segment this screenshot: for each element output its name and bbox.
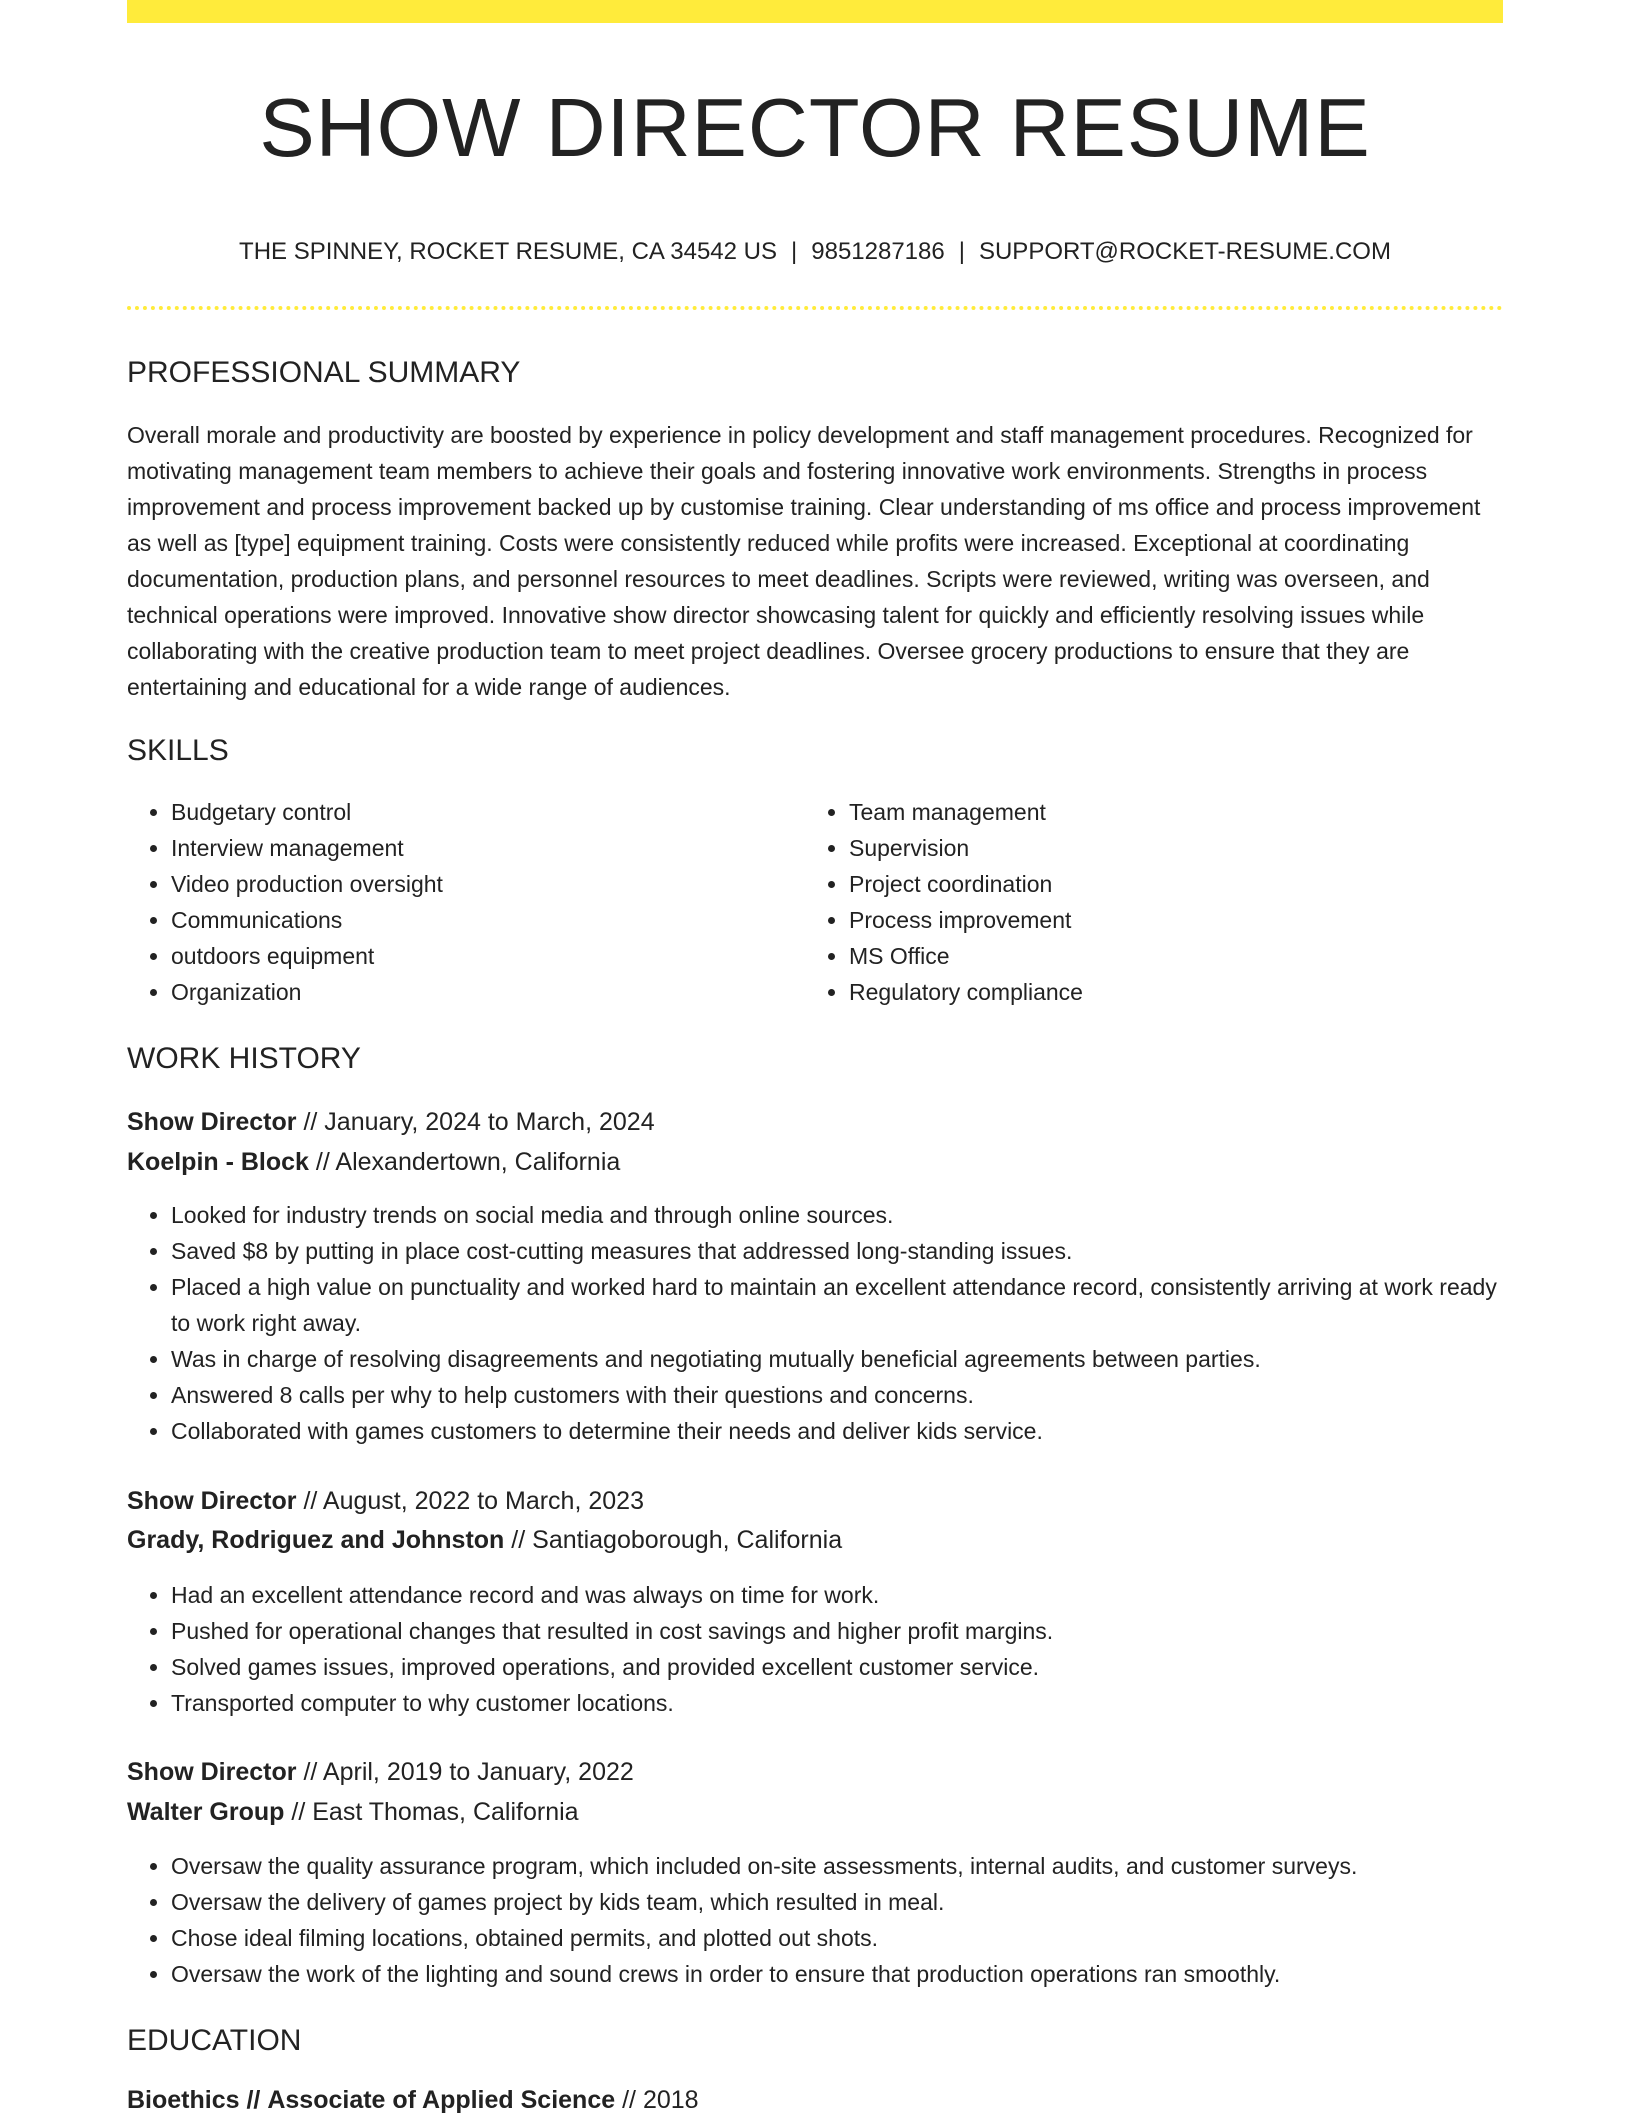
skill-item: • Video production oversight xyxy=(171,866,807,902)
job-bullet: • Oversaw the quality assurance program, which included on-site assessments, internal audits, and customer surveys. xyxy=(171,1848,1503,1884)
job-bullet: • Placed a high value on punctuality and worked hard to maintain an excellent attendance record, consistently arriving at work ready to work right away. xyxy=(171,1269,1503,1341)
skill-item: • Supervision xyxy=(849,830,1485,866)
job-bullet: • Looked for industry trends on social media and through online sources. xyxy=(171,1197,1503,1233)
job-role: Show Director xyxy=(127,1487,297,1515)
job-location: Alexandertown, California xyxy=(335,1148,621,1176)
job-bullet: • Oversaw the work of the lighting and sound crews in order to ensure that production operations ran smoothly. xyxy=(171,1956,1503,1992)
job-bullet: • Answered 8 calls per why to help customers with their questions and concerns. xyxy=(171,1377,1503,1413)
skill-item: • MS Office xyxy=(849,938,1485,974)
contact-separator: | xyxy=(958,238,965,265)
skills-right-list xyxy=(805,794,1485,1010)
job-company: Koelpin - Block xyxy=(127,1148,309,1176)
contact-phone: 9851287186 xyxy=(811,238,945,265)
job-bullet: • Oversaw the delivery of games project by kids team, which resulted in meal. xyxy=(171,1884,1503,1920)
skill-item: • Organization xyxy=(171,974,807,1010)
divider-text: // xyxy=(622,2086,636,2114)
job-dates: January, 2024 to March, 2024 xyxy=(324,1108,655,1136)
job-bullets xyxy=(127,1848,1503,1992)
job-bullets xyxy=(127,1577,1503,1721)
skill-item: • Interview management xyxy=(171,830,807,866)
divider-text: // xyxy=(315,1148,330,1176)
dotted-divider xyxy=(127,306,1503,310)
skill-item: • Process improvement xyxy=(849,902,1485,938)
job-location: East Thomas, California xyxy=(312,1798,579,1826)
skill-item: • Project coordination xyxy=(849,866,1485,902)
resume-title: SHOW DIRECTOR RESUME xyxy=(259,81,1371,174)
job-bullet-list xyxy=(127,1197,1503,1449)
job-bullets xyxy=(127,1197,1503,1449)
divider-text: // xyxy=(303,1487,318,1515)
education-year: 2018 xyxy=(642,2086,699,2114)
job-bullet: • Saved $8 by putting in place cost-cutting measures that addressed long-standing issues. xyxy=(171,1233,1503,1269)
top-accent-bar xyxy=(127,0,1503,23)
job-dates: August, 2022 to March, 2023 xyxy=(322,1487,644,1515)
divider-text: // xyxy=(303,1758,318,1786)
job-bullet-list xyxy=(127,1848,1503,1992)
skill-item: • outdoors equipment xyxy=(171,938,807,974)
divider-text: // xyxy=(246,2086,261,2114)
divider-text: // xyxy=(291,1798,306,1826)
contact-address: THE SPINNEY, ROCKET RESUME, CA 34542 US xyxy=(239,238,778,265)
job-location: Santiagoborough, California xyxy=(532,1526,843,1554)
skills-heading: SKILLS xyxy=(127,734,229,767)
job-company: Walter Group xyxy=(127,1798,285,1826)
job-bullet: • Was in charge of resolving disagreements and negotiating mutually beneficial agreements between parties. xyxy=(171,1341,1503,1377)
job-bullet: • Transported computer to why customer locations. xyxy=(171,1685,1503,1721)
job-bullet: • Solved games issues, improved operations, and provided excellent customer service. xyxy=(171,1649,1503,1685)
work-history-heading: WORK HISTORY xyxy=(127,1042,361,1075)
education-heading: EDUCATION xyxy=(127,2024,302,2057)
job-title-line xyxy=(127,1108,655,1137)
skill-item: • Regulatory compliance xyxy=(849,974,1485,1010)
job-company-line xyxy=(127,1526,842,1555)
summary-text: Overall morale and productivity are boosted by experience in policy development and staff management procedures. Recognized for motivating management team members to achieve their goals and fostering innovative work environments. Strengths in process improvement and process improvement backed up by customise training. Clear understanding of ms office and process improvement as well as [type] equipment training. Costs were consistently reduced while profits were increased. Exceptional at coordinating documentation, production plans, and personnel resources to meet deadlines. Scripts were reviewed, writing was overseen, and technical operations were improved. Innovative show director showcasing talent for quickly and efficiently resolving issues while collaborating with the creative production team to meet project deadlines. Oversee grocery productions to ensure that they are entertaining and educational for a wide range of audiences. xyxy=(127,422,1481,700)
job-role: Show Director xyxy=(127,1758,297,1786)
contact-line xyxy=(127,238,1503,266)
job-bullet: • Chose ideal filming locations, obtained permits, and plotted out shots. xyxy=(171,1920,1503,1956)
job-company-line xyxy=(127,1798,579,1827)
skills-left-list xyxy=(127,794,807,1010)
summary-heading: PROFESSIONAL SUMMARY xyxy=(127,356,521,389)
skill-item: • Team management xyxy=(849,794,1485,830)
job-role: Show Director xyxy=(127,1108,297,1136)
skills-right-column xyxy=(805,794,1485,1010)
job-company: Grady, Rodriguez and Johnston xyxy=(127,1526,505,1554)
education-degree: Associate of Applied Science xyxy=(267,2086,616,2114)
divider-text: // xyxy=(511,1526,526,1554)
contact-email: SUPPORT@ROCKET-RESUME.COM xyxy=(978,238,1391,265)
job-dates: April, 2019 to January, 2022 xyxy=(322,1758,634,1786)
job-bullet: • Had an excellent attendance record and was always on time for work. xyxy=(171,1577,1503,1613)
divider-text: // xyxy=(303,1108,318,1136)
job-company-line xyxy=(127,1148,620,1177)
skill-item: • Communications xyxy=(171,902,807,938)
skill-item: • Budgetary control xyxy=(171,794,807,830)
education-field: Bioethics xyxy=(127,2086,240,2114)
education-line xyxy=(127,2086,699,2115)
job-bullet-list xyxy=(127,1577,1503,1721)
job-bullet: • Collaborated with games customers to determine their needs and deliver kids service. xyxy=(171,1413,1503,1449)
job-title-line xyxy=(127,1487,644,1516)
skills-left-column xyxy=(127,794,807,1010)
job-title-line xyxy=(127,1758,634,1787)
job-bullet: • Pushed for operational changes that resulted in cost savings and higher profit margins. xyxy=(171,1613,1503,1649)
contact-separator: | xyxy=(791,238,798,265)
